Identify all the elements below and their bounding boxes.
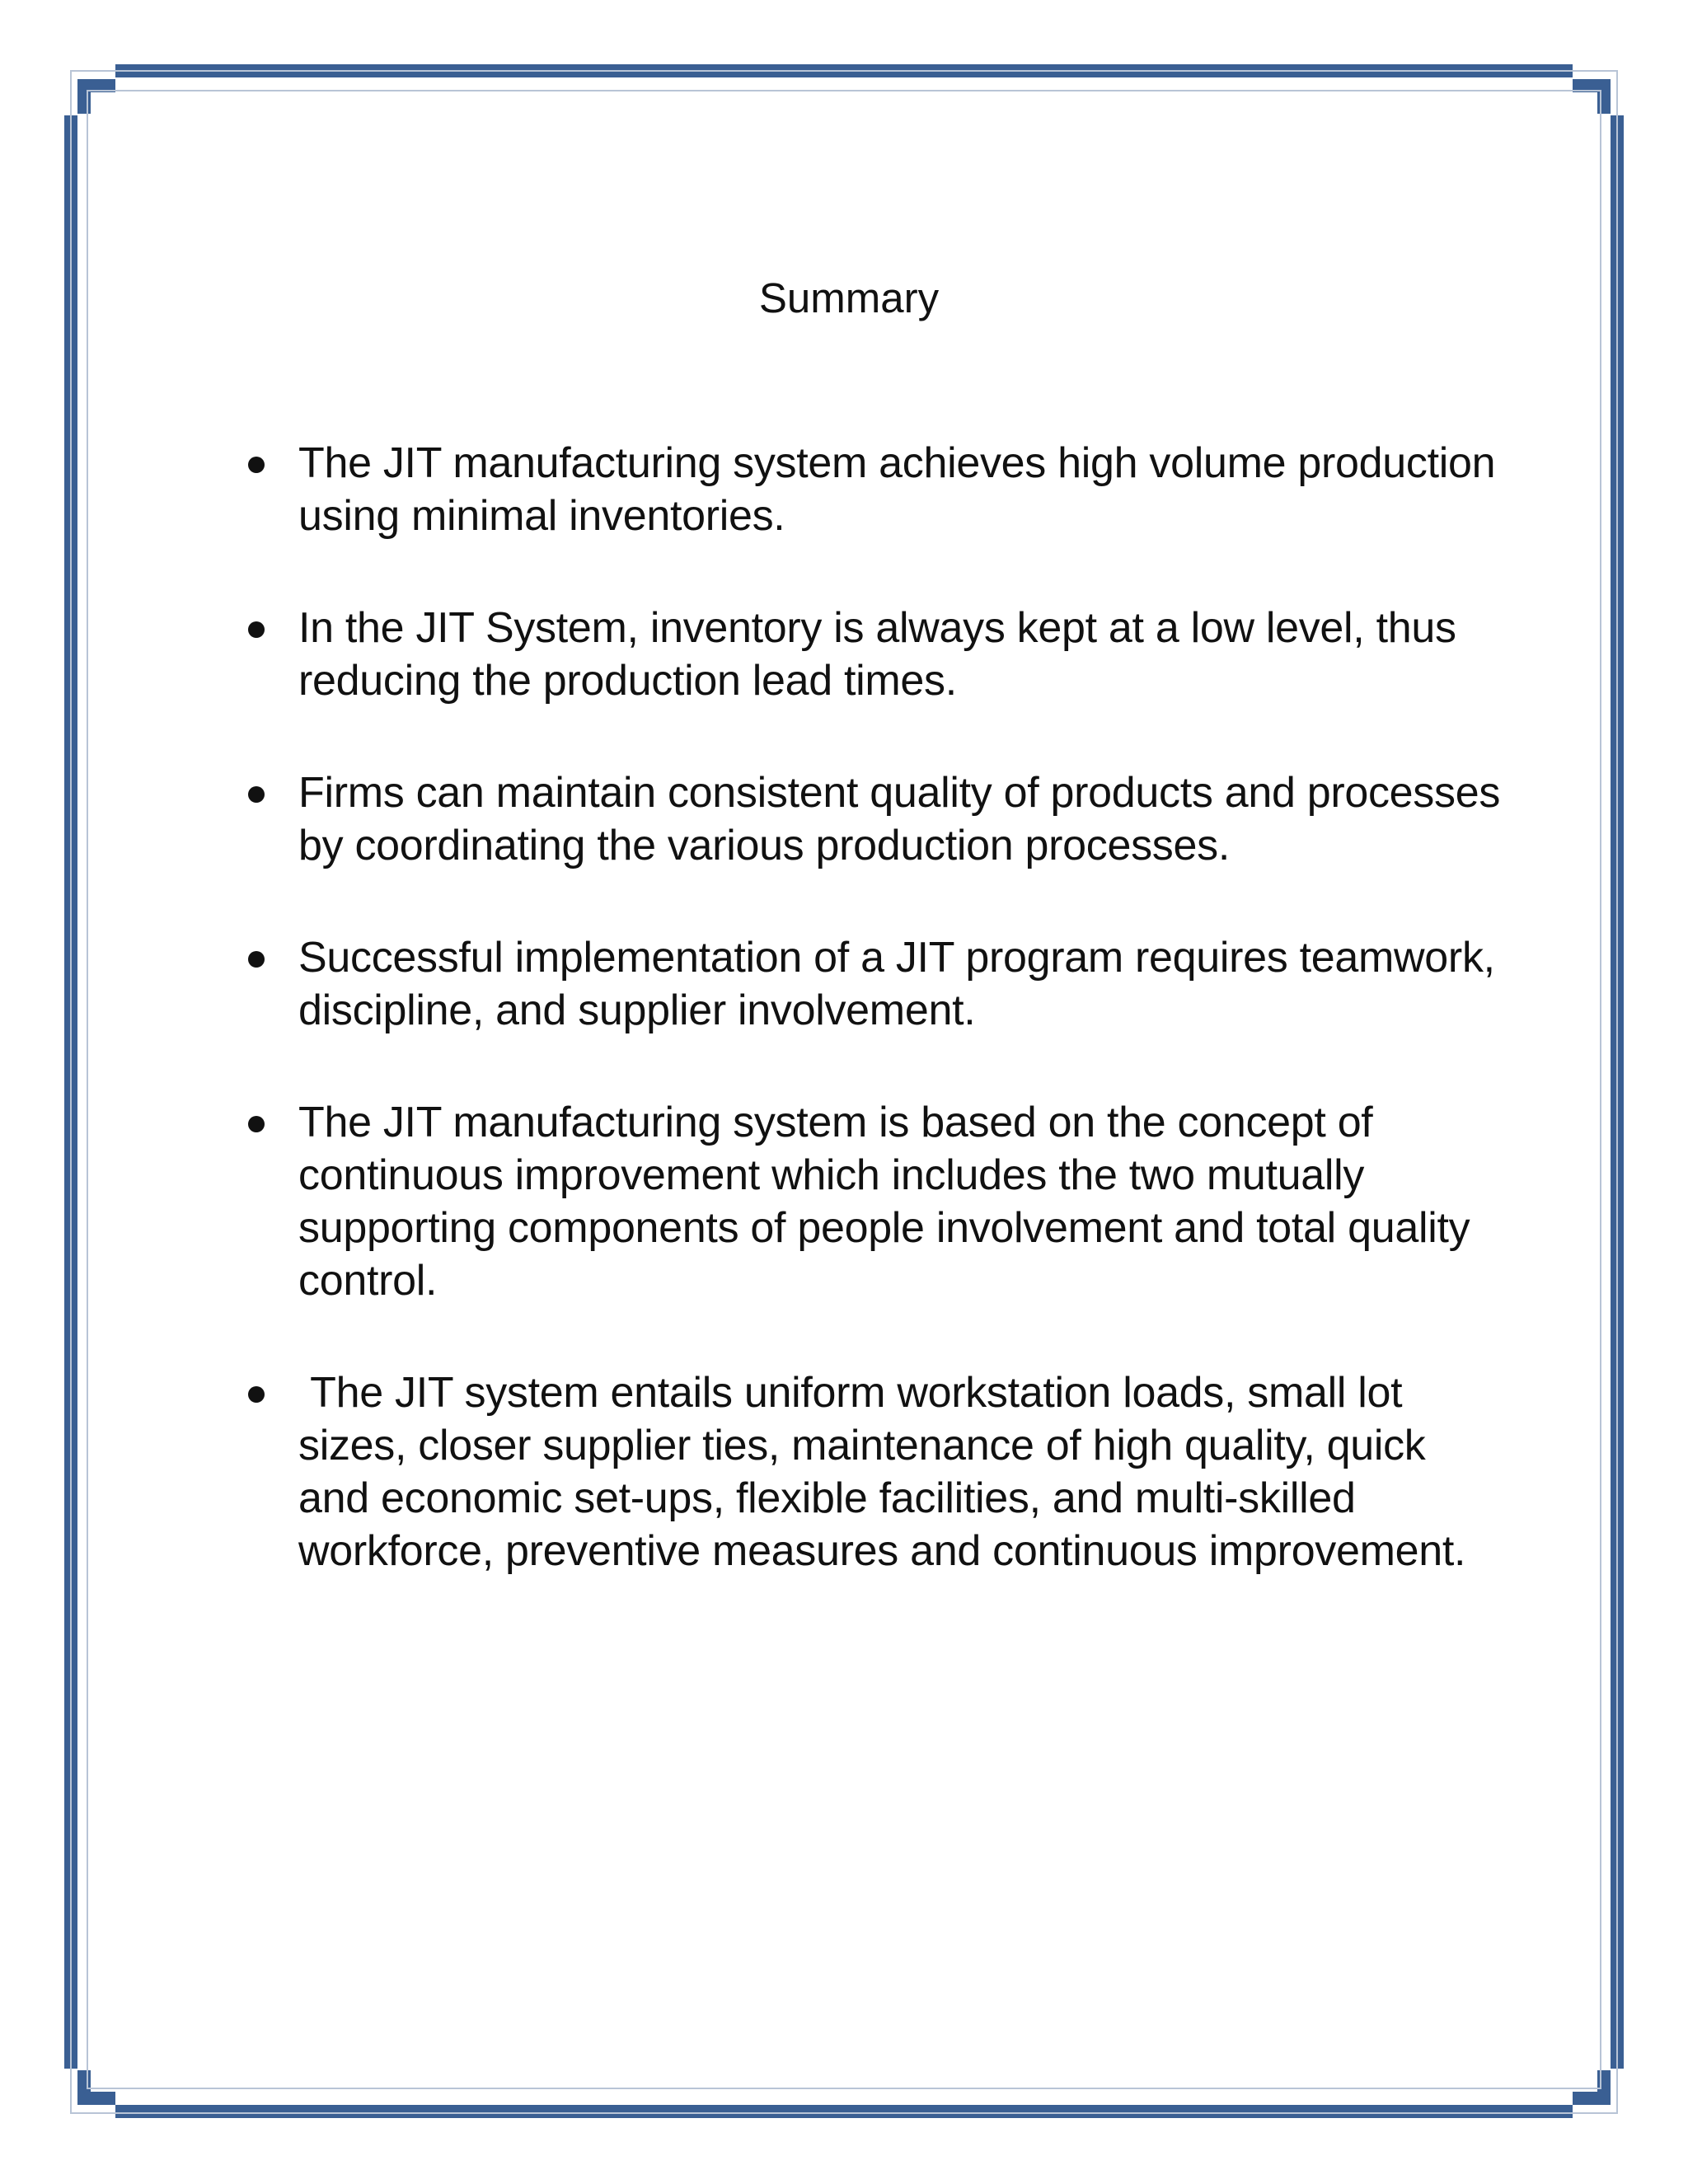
bullet-icon [248,1116,265,1132]
list-item [241,602,1502,707]
list-item-text: The JIT manufacturing system achieves high volume production using minimal inventories. [298,439,1496,540]
bullet-icon [248,1386,265,1403]
bullet-icon [248,621,265,638]
list-item-text: In the JIT System, inventory is always kept at a low level, thus reducing the production lead times. [298,604,1456,705]
bullet-icon [248,951,265,968]
bullet-icon [248,786,265,803]
list-item-text: Firms can maintain consistent quality of products and processes by coordinating the various production processes. [298,769,1501,869]
bullet-icon [248,457,265,473]
list-item [241,766,1502,872]
page-title: Summary [758,274,940,321]
list-item-text: Successful implementation of a JIT program requires teamwork, discipline, and supplier involvement. [298,934,1495,1034]
list-item [241,931,1502,1037]
list-item [241,1366,1502,1577]
list-item-text: The JIT system entails uniform workstation loads, small lot sizes, closer supplier ties, maintenance of high quality, quick and economic set-ups, flexible facilities, and multi-skilled workforce, preventive measures and continuous improvement. [298,1369,1466,1575]
list-item [241,1096,1502,1307]
list-item-text: The JIT manufacturing system is based on the concept of continuous improvement which includes the two mutually supporting components of people involvement and total quality control. [298,1099,1470,1305]
summary-bullet-list [241,437,1502,1637]
list-item [241,437,1502,542]
